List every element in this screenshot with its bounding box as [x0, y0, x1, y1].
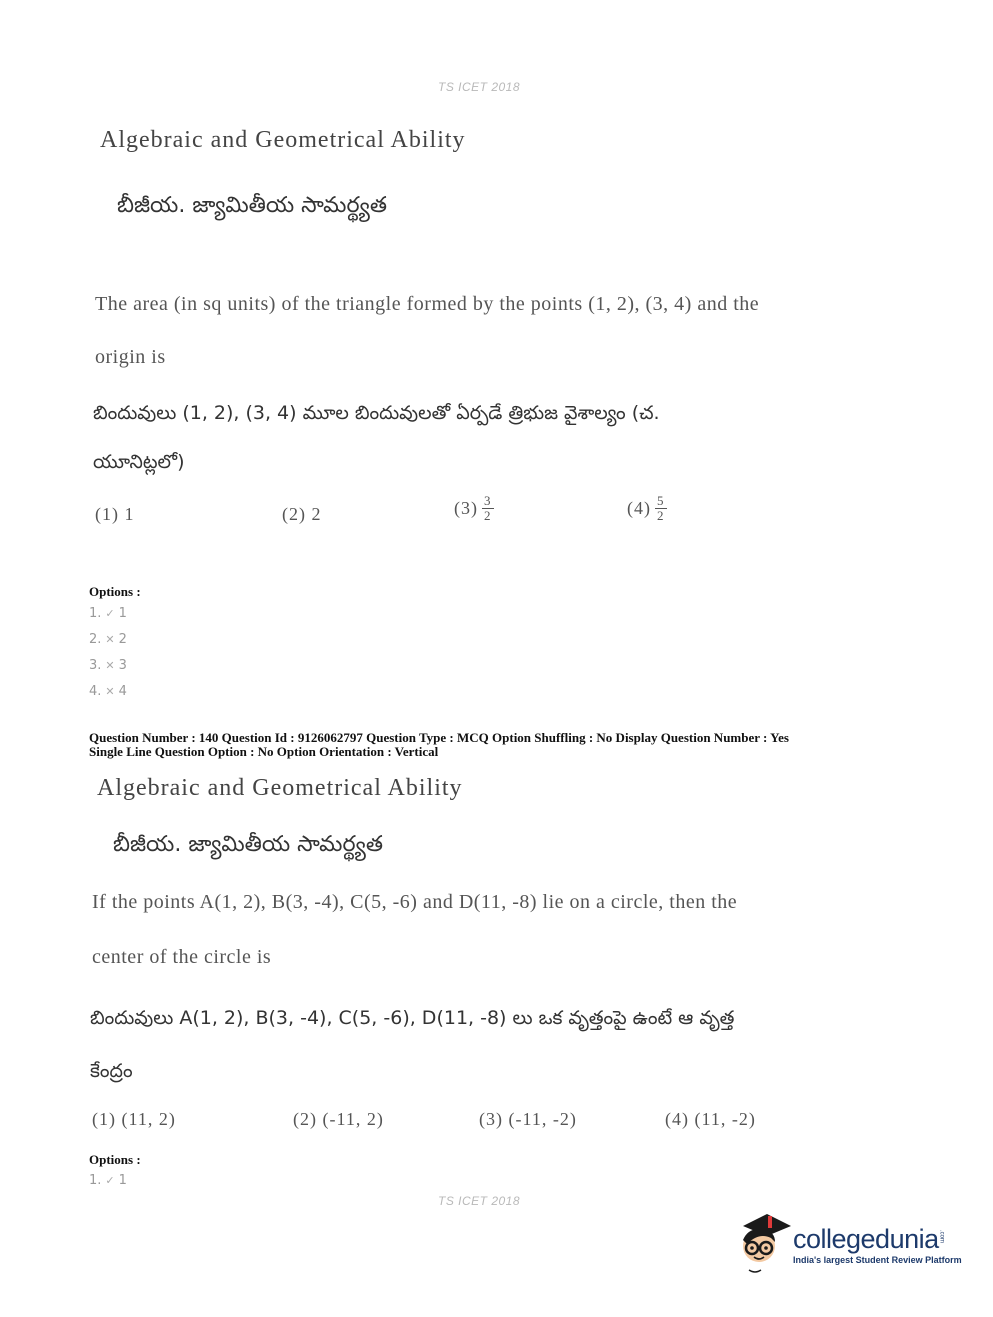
fraction-denominator: 2 [484, 508, 492, 523]
logo-tagline: India's largest Student Review Platform [793, 1254, 962, 1265]
answer-choice-3 [479, 1109, 577, 1130]
option-row-1: 1. ✓ 1 [89, 1173, 127, 1188]
mascot-icon [735, 1210, 795, 1278]
question-text-telugu: బిందువులు A(1, 2), B(3, -4), C(5, -6), D(11, -8) లు ఒక వృత్తంపై ఉంటే ఆ వృత్త [90, 1007, 735, 1029]
choice-label: (1) [92, 1109, 116, 1129]
choice-value: (-11, -2) [508, 1109, 577, 1129]
logo-wordmark: collegedunia [793, 1223, 939, 1254]
question-text-english: The area (in sq units) of the triangle formed by the points (1, 2), (3, 4) and the [95, 293, 760, 315]
cross-icon: ✕ [105, 659, 115, 672]
answer-choice-4 [665, 1109, 756, 1130]
option-row-2: 2. ✕ 2 [89, 632, 127, 647]
option-row-1: 1. ✓ 1 [89, 606, 127, 621]
logo-suffix: .com [938, 1229, 945, 1243]
section-title-english: Algebraic and Geometrical Ability [100, 127, 466, 153]
choice-value: (11, 2) [121, 1109, 176, 1129]
choice-label: (2) [293, 1109, 317, 1129]
question-text-english-cont: origin is [95, 346, 166, 368]
question-text-telugu-cont: యూనిట్లలో) [93, 451, 185, 473]
choice-label: (3) [479, 1109, 503, 1129]
choice-label: (4) [627, 498, 651, 518]
cross-icon: ✕ [105, 685, 115, 698]
footer-watermark: TS ICET 2018 [438, 1194, 521, 1208]
section-title-english: Algebraic and Geometrical Ability [97, 775, 463, 801]
choice-label: (3) [454, 498, 478, 518]
logo-text [793, 1224, 962, 1265]
question-meta-line2: Single Line Question Option : No Option Orientation : Vertical [89, 744, 439, 759]
answer-choice-2 [282, 504, 322, 525]
fraction-numerator: 5 [657, 493, 665, 508]
fraction [482, 494, 494, 523]
choice-label: (2) [282, 504, 306, 524]
answer-choice-4 [627, 494, 667, 523]
answer-choice-1 [95, 504, 135, 525]
choice-value: 1 [124, 504, 135, 524]
option-row-3: 3. ✕ 3 [89, 658, 127, 673]
collegedunia-logo[interactable] [735, 1210, 962, 1278]
choice-value: (11, -2) [694, 1109, 756, 1129]
fraction-numerator: 3 [484, 493, 492, 508]
question-meta-line1: Question Number : 140 Question Id : 9126062797 Question Type : MCQ Option Shuffling : No Display Question Number : Yes [89, 730, 789, 745]
answer-choice-3 [454, 494, 494, 523]
section-title-telugu: బీజీయ. జ్యామితీయ సామర్థ్యత [117, 193, 387, 218]
fraction [655, 494, 667, 523]
section-title-telugu: బీజీయ. జ్యామితీయ సామర్థ్యత [113, 832, 383, 857]
check-icon: ✓ [105, 1174, 115, 1187]
choice-label: (4) [665, 1109, 689, 1129]
question-text-english: If the points A(1, 2), B(3, -4), C(5, -6) and D(11, -8) lie on a circle, then the [92, 891, 738, 913]
question-text-telugu-cont: కేంద్రం [90, 1060, 133, 1082]
options-label: Options : [89, 1152, 141, 1167]
answer-choice-1 [92, 1109, 176, 1130]
option-row-4: 4. ✕ 4 [89, 684, 127, 699]
question-text-telugu: బిందువులు (1, 2), (3, 4) మూల బిందువులతో ఏర్పడే త్రిభుజ వైశాల్యం (చ. [93, 402, 660, 424]
options-label: Options : [89, 584, 141, 599]
cross-icon: ✕ [105, 633, 115, 646]
choice-label: (1) [95, 504, 119, 524]
check-icon: ✓ [105, 607, 115, 620]
question-text-english-cont: center of the circle is [92, 946, 272, 968]
choice-value: 2 [311, 504, 322, 524]
header-watermark: TS ICET 2018 [438, 80, 521, 94]
fraction-denominator: 2 [657, 508, 665, 523]
choice-value: (-11, 2) [322, 1109, 384, 1129]
answer-choice-2 [293, 1109, 384, 1130]
